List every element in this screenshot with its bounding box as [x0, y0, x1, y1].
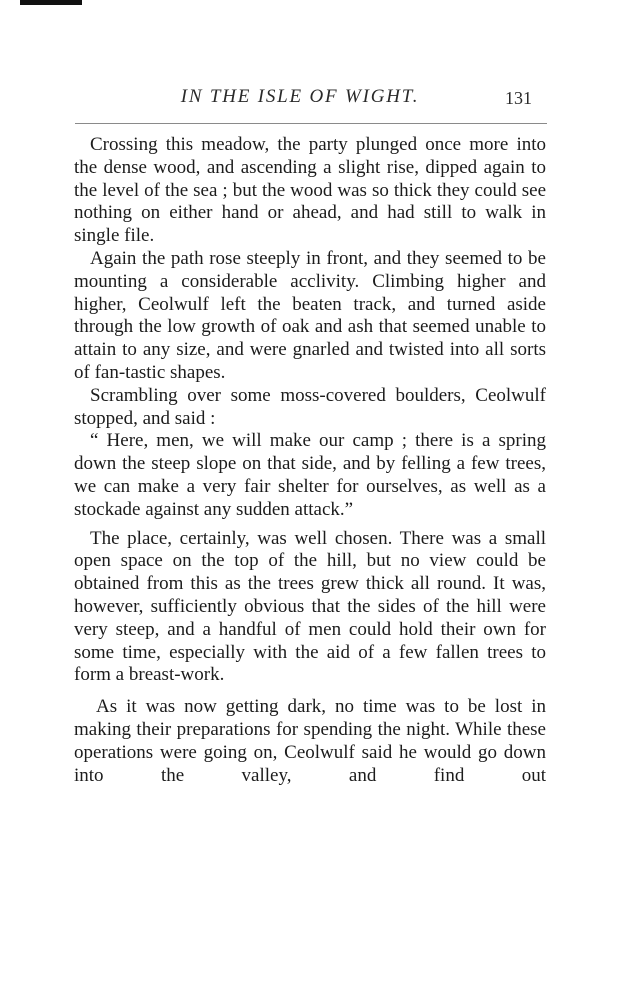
running-title: IN THE ISLE OF WIGHT.: [180, 86, 420, 107]
page-number: 131: [505, 88, 532, 108]
paragraph-5: The place, certainly, was well chosen. There was a small open space on the top of the hill, but no view could be obtained from this as the trees grew thick all round. It was, however, sufficiently obvious that the sides of the hill were very steep, and a handful of men could hold their own for some time, especially with the aid of a few fallen trees to form a breast-work.: [74, 527, 546, 686]
paragraph-2: Again the path rose steeply in front, and they seemed to be mounting a considerable acclivity. Climbing higher and higher, Ceolwulf left the beaten track, and turned aside through the low growth of oak and ash that seemed unable to attain to any size, and were gnarled and twisted into all sorts of fan-tastic shapes.: [74, 247, 546, 383]
paragraph-1: Crossing this meadow, the party plunged once more into the dense wood, and ascending a slight rise, dipped again to the level of the sea ; but the wood was so thick they could see nothing on either hand or ahead, and had still to walk in single file.: [74, 134, 546, 247]
header-rule: [75, 123, 547, 124]
running-header: [0, 86, 644, 116]
paragraph-6: As it was now getting dark, no time was to be lost in making their preparations for spending the night. While these operations were going on, Ceolwulf said he would go down into the valley, and find out: [74, 696, 546, 786]
paragraph-4: “ Here, men, we will make our camp ; there is a spring down the steep slope on that side, and by felling a few trees, we can make a very fair shelter for ourselves, as well as a stockade against any sudden attack.”: [74, 430, 546, 520]
paragraph-3: Scrambling over some moss-covered boulders, Ceolwulf stopped, and said :: [74, 384, 546, 429]
scan-corner-mark: [20, 0, 82, 5]
page-body: [74, 134, 546, 787]
